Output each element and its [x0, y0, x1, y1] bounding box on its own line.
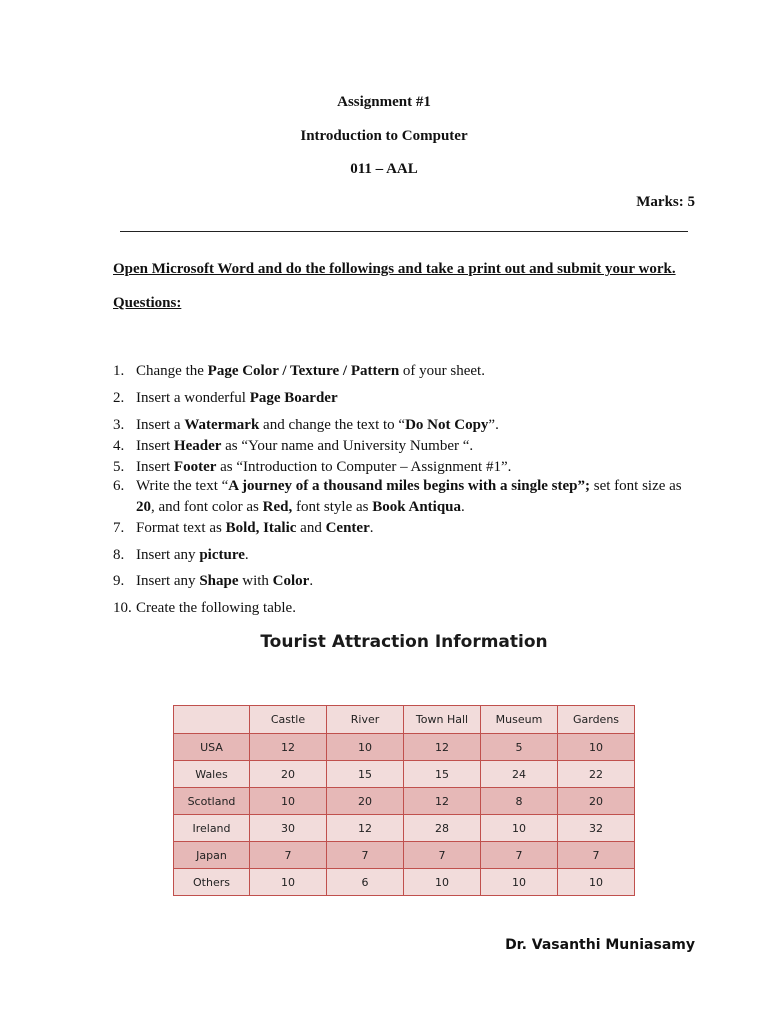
- bold-term: Header: [173, 438, 222, 454]
- question-number: 5.: [113, 459, 125, 475]
- question-fragment: Insert any: [136, 573, 200, 589]
- question-fragment: as “Your name and University Number “.: [221, 438, 474, 454]
- column-header: [174, 706, 250, 734]
- question-text: [136, 388, 696, 409]
- question-text: [136, 476, 696, 518]
- bold-term: Center: [325, 520, 370, 536]
- table-cell: 15: [327, 761, 404, 788]
- question-fragment: set font size as: [590, 478, 682, 494]
- bold-term: Watermark: [184, 417, 260, 433]
- question-fragment: ”.: [488, 417, 499, 433]
- question-fragment: Insert any: [136, 547, 200, 563]
- row-label: USA: [174, 734, 250, 761]
- question-number: 6.: [113, 478, 125, 494]
- column-header: Gardens: [558, 706, 635, 734]
- table-cell: 10: [481, 869, 558, 896]
- question-fragment: .: [244, 547, 249, 563]
- question-text: [136, 545, 696, 566]
- row-label: Japan: [174, 842, 250, 869]
- question-fragment: Insert a wonderful: [136, 390, 250, 406]
- table-cell: 10: [327, 734, 404, 761]
- table-cell: 10: [250, 869, 327, 896]
- column-header: Town Hall: [404, 706, 481, 734]
- bold-term: Page Boarder: [249, 390, 338, 406]
- question-text: [136, 598, 696, 619]
- table-row: [174, 842, 635, 869]
- table-cell: 10: [481, 815, 558, 842]
- question-number: 10.: [113, 600, 132, 616]
- table-cell: 20: [558, 788, 635, 815]
- course-title: Introduction to Computer: [300, 128, 468, 144]
- table-row: [174, 815, 635, 842]
- tourist-table: [173, 705, 635, 896]
- question-fragment: Insert: [136, 459, 174, 475]
- questions-heading: Questions:: [113, 295, 182, 311]
- bold-term: Page Color / Texture / Pattern: [207, 363, 400, 379]
- table-row: [174, 869, 635, 896]
- table-header-row: [174, 706, 635, 734]
- instruction-text: Open Microsoft Word and do the followings and take a print out and submit your work.: [113, 261, 676, 277]
- bold-term: Bold, Italic: [225, 520, 297, 536]
- table-cell: 10: [404, 869, 481, 896]
- table-row: [174, 734, 635, 761]
- table-cell: 8: [481, 788, 558, 815]
- table-cell: 5: [481, 734, 558, 761]
- question-fragment: and change the text to “: [259, 417, 406, 433]
- bold-term: Red,: [262, 499, 293, 515]
- question-fragment: with: [238, 573, 273, 589]
- row-label: Ireland: [174, 815, 250, 842]
- question-fragment: Insert: [136, 438, 174, 454]
- question-number: 7.: [113, 520, 125, 536]
- column-header: Castle: [250, 706, 327, 734]
- row-label: Others: [174, 869, 250, 896]
- question-number: 2.: [113, 390, 125, 406]
- marks-label: Marks: 5: [636, 194, 695, 210]
- question-text: [136, 457, 696, 478]
- course-code: 011 – AAL: [350, 161, 418, 177]
- question-fragment: as “Introduction to Computer – Assignment #1”.: [216, 459, 512, 475]
- question-fragment: , and font color as: [151, 499, 263, 515]
- question-fragment: .: [461, 499, 465, 515]
- bold-term: Book Antiqua: [372, 499, 462, 515]
- question-number: 1.: [113, 363, 125, 379]
- column-header: River: [327, 706, 404, 734]
- table-cell: 12: [250, 734, 327, 761]
- table-cell: 22: [558, 761, 635, 788]
- table-cell: 10: [558, 734, 635, 761]
- table-cell: 20: [250, 761, 327, 788]
- question-fragment: of your sheet.: [399, 363, 485, 379]
- bold-term: picture: [199, 547, 245, 563]
- table-cell: 7: [250, 842, 327, 869]
- question-number: 8.: [113, 547, 125, 563]
- bold-term: 20: [136, 499, 151, 515]
- bold-term: Footer: [173, 459, 217, 475]
- question-fragment: .: [369, 520, 374, 536]
- table-cell: 32: [558, 815, 635, 842]
- table-cell: 24: [481, 761, 558, 788]
- column-header: Museum: [481, 706, 558, 734]
- question-text: [136, 436, 696, 457]
- question-fragment: Insert a: [136, 417, 185, 433]
- question-text: [136, 415, 696, 436]
- question-fragment: and: [296, 520, 326, 536]
- table-cell: 6: [327, 869, 404, 896]
- question-text: [136, 361, 696, 382]
- table-cell: 30: [250, 815, 327, 842]
- question-fragment: Create the following table.: [136, 600, 296, 616]
- table-cell: 28: [404, 815, 481, 842]
- table-cell: 7: [327, 842, 404, 869]
- question-fragment: Change the: [136, 363, 208, 379]
- assignment-title: Assignment #1: [337, 94, 431, 110]
- table-cell: 10: [558, 869, 635, 896]
- table-row: [174, 788, 635, 815]
- bold-term: Color: [272, 573, 310, 589]
- question-fragment: Format text as: [136, 520, 226, 536]
- bold-term: Shape: [199, 573, 239, 589]
- bold-term: Do Not Copy: [405, 417, 489, 433]
- signature: Dr. Vasanthi Muniasamy: [505, 937, 695, 953]
- table-title: Tourist Attraction Information: [260, 632, 548, 652]
- row-label: Wales: [174, 761, 250, 788]
- table-cell: 15: [404, 761, 481, 788]
- question-number: 4.: [113, 438, 125, 454]
- table-row: [174, 761, 635, 788]
- row-label: Scotland: [174, 788, 250, 815]
- bold-term: A journey of a thousand miles begins with a single step”;: [228, 478, 590, 494]
- table-cell: 7: [558, 842, 635, 869]
- question-fragment: .: [309, 573, 314, 589]
- question-fragment: font style as: [292, 499, 373, 515]
- table-cell: 10: [250, 788, 327, 815]
- table-cell: 20: [327, 788, 404, 815]
- table-cell: 12: [404, 788, 481, 815]
- question-text: [136, 571, 696, 592]
- table-cell: 12: [327, 815, 404, 842]
- question-fragment: Write the text “: [136, 478, 229, 494]
- table-cell: 12: [404, 734, 481, 761]
- question-number: 3.: [113, 417, 125, 433]
- table-cell: 7: [481, 842, 558, 869]
- header-rule: [120, 231, 688, 232]
- question-number: 9.: [113, 573, 125, 589]
- table-cell: 7: [404, 842, 481, 869]
- question-text: [136, 518, 696, 539]
